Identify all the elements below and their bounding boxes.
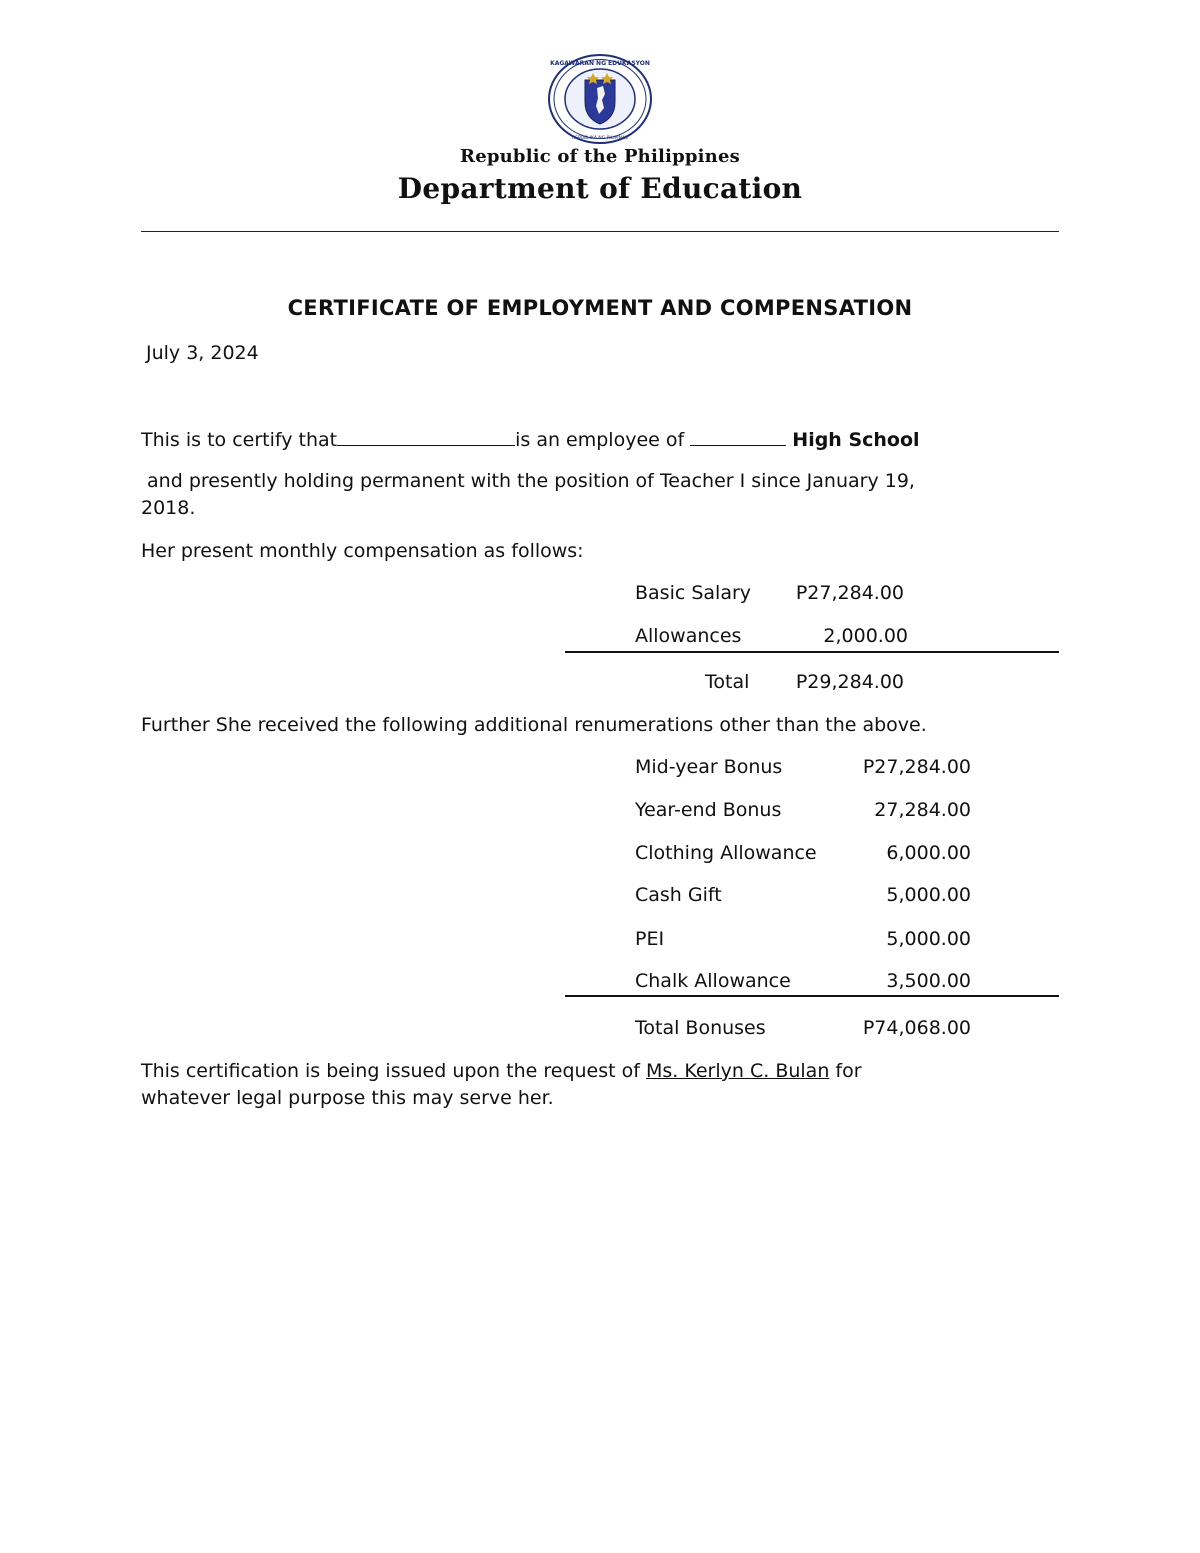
certify-prefix: This is to certify that — [141, 429, 338, 451]
bonus-amount: P27,284.00 — [862, 756, 971, 778]
seal-text-top: KAGAWARAN NG EDUKASYON — [550, 60, 650, 67]
deped-seal-logo — [547, 54, 653, 144]
bonus-label: Year-end Bonus — [635, 799, 782, 821]
additional-intro: Further She received the following additional renumerations other than the above. — [141, 714, 927, 736]
compensation-total-rule — [565, 651, 1059, 653]
school-suffix: High School — [792, 429, 920, 451]
republic-heading: Republic of the Philippines — [460, 146, 740, 167]
closing-prefix: This certification is being issued upon the request of — [141, 1060, 640, 1082]
bonus-amount: 3,500.00 — [886, 970, 971, 992]
allowances-label: Allowances — [635, 625, 742, 647]
bonus-amount: 6,000.00 — [886, 842, 971, 864]
closing-suffix: for — [835, 1060, 862, 1082]
compensation-total-label: Total — [705, 671, 750, 693]
department-heading: Department of Education — [397, 172, 803, 205]
bonus-amount: 27,284.00 — [874, 799, 971, 821]
bonus-label: PEI — [635, 928, 665, 950]
certify-middle: is an employee of — [515, 429, 685, 451]
compensation-total-amount: P29,284.00 — [795, 671, 904, 693]
closing-line-1 — [141, 1058, 862, 1085]
bonus-amount: 5,000.00 — [886, 884, 971, 906]
bonus-label: Cash Gift — [635, 884, 722, 906]
position-line-1: and presently holding permanent with the position of Teacher I since January 19, — [141, 470, 915, 492]
employee-name-blank — [337, 425, 515, 446]
basic-salary-label: Basic Salary — [635, 582, 752, 604]
bonuses-total-amount: P74,068.00 — [862, 1017, 971, 1039]
bonus-label: Mid-year Bonus — [635, 756, 783, 778]
bonuses-total-label: Total Bonuses — [635, 1017, 766, 1039]
bonuses-total-rule — [565, 995, 1059, 997]
position-line-2: 2018. — [141, 497, 196, 519]
allowances-amount: 2,000.00 — [823, 625, 908, 647]
certificate-date: July 3, 2024 — [146, 342, 259, 364]
certify-line — [141, 425, 920, 454]
compensation-intro: Her present monthly compensation as follows: — [141, 540, 584, 562]
requester-name: Ms. Kerlyn C. Bulan — [645, 1060, 830, 1082]
closing-line-2: whatever legal purpose this may serve her. — [141, 1087, 554, 1109]
bonus-label: Chalk Allowance — [635, 970, 791, 992]
basic-salary-amount: P27,284.00 — [795, 582, 904, 604]
seal-text-bottom: REPUBLIKA NG PILIPINAS — [572, 136, 628, 141]
certificate-title: CERTIFICATE OF EMPLOYMENT AND COMPENSATION — [287, 296, 913, 320]
school-name-blank — [690, 425, 786, 446]
bonus-amount: 5,000.00 — [886, 928, 971, 950]
bonus-label: Clothing Allowance — [635, 842, 817, 864]
header-divider — [141, 231, 1059, 232]
